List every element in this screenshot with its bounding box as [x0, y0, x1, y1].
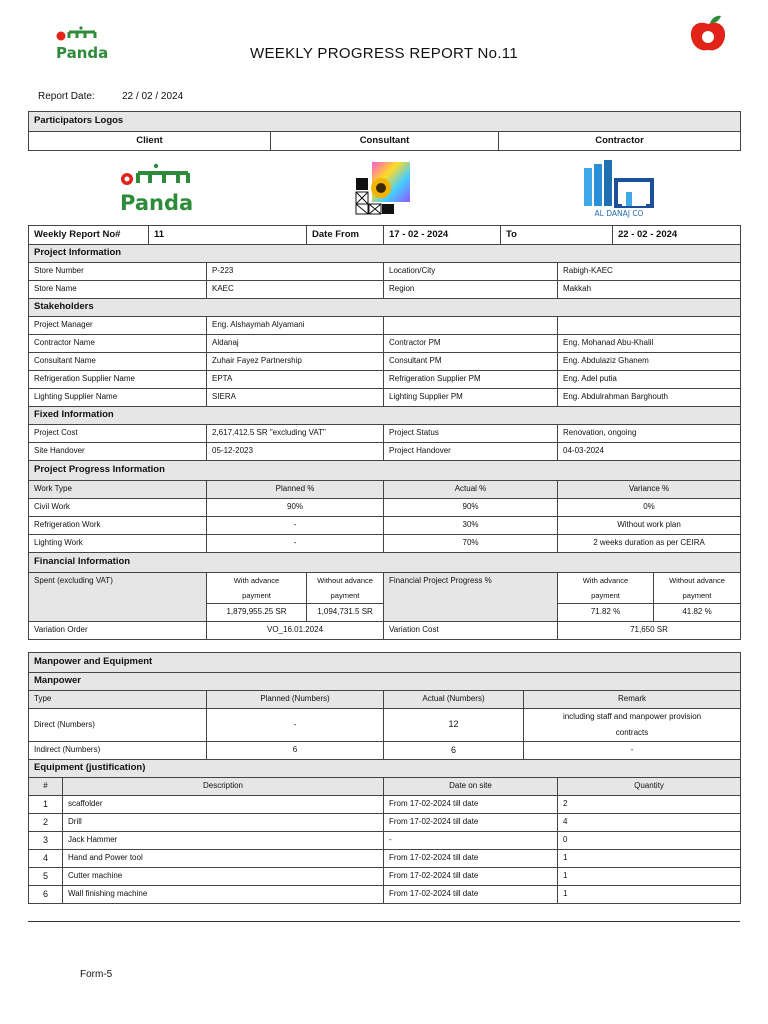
manpower-header-planned: Planned (Numbers) — [207, 691, 384, 709]
project-info-title: Project Information — [29, 245, 741, 263]
equipment-row — [29, 832, 741, 850]
direct-remark: including staff and manpower provision contracts — [524, 709, 741, 742]
indirect-actual: 6 — [384, 742, 524, 760]
equipment-number: 4 — [29, 850, 63, 868]
report-row — [29, 226, 741, 245]
equipment-quantity: 1 — [558, 850, 741, 868]
progress-header-planned: Planned % — [207, 481, 384, 499]
equipment-header-number: # — [29, 778, 63, 796]
equipment-quantity: 1 — [558, 868, 741, 886]
progress-row — [29, 499, 741, 517]
progress-without-advance-value: 41.82 % — [654, 604, 741, 622]
participators-title: Participators Logos — [29, 112, 741, 132]
progress-variance: Without work plan — [558, 517, 741, 535]
stakeholder-row — [29, 317, 741, 335]
stakeholder-row — [29, 371, 741, 389]
progress-planned: - — [207, 517, 384, 535]
stakeholder-label-2: Consultant PM — [384, 353, 558, 371]
stakeholder-label-2: Lighting Supplier PM — [384, 389, 558, 407]
stakeholder-label: Refrigeration Supplier Name — [29, 371, 207, 389]
stakeholder-label: Contractor Name — [29, 335, 207, 353]
date-from-value: 17 - 02 - 2024 — [384, 226, 501, 245]
consultant-logo — [354, 160, 412, 216]
contractor-aldanaj-logo — [578, 158, 660, 218]
region-label: Region — [384, 281, 558, 299]
stakeholder-row — [29, 353, 741, 371]
equipment-number: 6 — [29, 886, 63, 904]
progress-planned: 90% — [207, 499, 384, 517]
progress-row — [29, 535, 741, 553]
progress-title: Project Progress Information — [29, 461, 741, 481]
svg-text:Panda: Panda — [120, 191, 194, 215]
variation-cost-value: 71,650 SR — [558, 622, 741, 640]
spent-with-advance-value: 1,879,955.25 SR — [207, 604, 307, 622]
report-main-table — [28, 225, 741, 640]
variation-cost-label: Variation Cost — [384, 622, 558, 640]
progress-header-work-type: Work Type — [29, 481, 207, 499]
stakeholder-value-2: Eng. Abdulaziz Ghanem — [558, 353, 741, 371]
equipment-date: From 17-02-2024 till date — [384, 796, 558, 814]
equipment-number: 3 — [29, 832, 63, 850]
stakeholder-label: Consultant Name — [29, 353, 207, 371]
store-number-label: Store Number — [29, 263, 207, 281]
stakeholder-value: EPTA — [207, 371, 384, 389]
progress-row — [29, 517, 741, 535]
page-title: WEEKLY PROGRESS REPORT No.11 — [250, 45, 518, 62]
stakeholder-value: Eng. Alshaymah Alyamani — [207, 317, 384, 335]
store-number-value: P-223 — [207, 263, 384, 281]
progress-actual: 30% — [384, 517, 558, 535]
equipment-row — [29, 814, 741, 832]
equipment-description: Cutter machine — [63, 868, 384, 886]
project-cost-value: 2,617,412.5 SR "excluding VAT" — [207, 425, 384, 443]
direct-actual: 12 — [384, 709, 524, 742]
stakeholder-label-2: Refrigeration Supplier PM — [384, 371, 558, 389]
spent-with-advance-header: With advance payment — [207, 573, 307, 604]
direct-label: Direct (Numbers) — [29, 709, 207, 742]
project-cost-label: Project Cost — [29, 425, 207, 443]
progress-header-variance: Variance % — [558, 481, 741, 499]
project-handover-label: Project Handover — [384, 443, 558, 461]
progress-variance: 2 weeks duration as per CEIRA — [558, 535, 741, 553]
progress-work-type: Civil Work — [29, 499, 207, 517]
site-handover-value: 05-12-2023 — [207, 443, 384, 461]
client-panda-logo — [118, 163, 196, 215]
date-to-label: To — [501, 226, 613, 245]
equipment-date: From 17-02-2024 till date — [384, 850, 558, 868]
equipment-date: - — [384, 832, 558, 850]
stakeholder-value: Zuhair Fayez Partnership — [207, 353, 384, 371]
progress-variance: 0% — [558, 499, 741, 517]
participators-table — [28, 111, 741, 151]
spent-without-advance-value: 1,094,731.5 SR — [307, 604, 384, 622]
client-header: Client — [29, 132, 271, 151]
equipment-quantity: 2 — [558, 796, 741, 814]
stakeholder-label: Lighting Supplier Name — [29, 389, 207, 407]
progress-without-advance-header: Without advance payment — [654, 573, 741, 604]
financial-title: Financial Information — [29, 553, 741, 573]
manpower-equipment-title: Manpower and Equipment — [29, 653, 741, 673]
weekly-report-value: 11 — [149, 226, 307, 245]
equipment-header-quantity: Quantity — [558, 778, 741, 796]
manpower-header-type: Type — [29, 691, 207, 709]
spent-without-advance-header: Without advance payment — [307, 573, 384, 604]
equipment-row — [29, 796, 741, 814]
stakeholder-label-2 — [384, 317, 558, 335]
equipment-date: From 17-02-2024 till date — [384, 868, 558, 886]
equipment-quantity: 0 — [558, 832, 741, 850]
stakeholder-value-2: Eng. Adel putia — [558, 371, 741, 389]
equipment-description: Hand and Power tool — [63, 850, 384, 868]
equipment-row — [29, 868, 741, 886]
site-handover-label: Site Handover — [29, 443, 207, 461]
equipment-number: 1 — [29, 796, 63, 814]
footer-divider — [28, 921, 740, 922]
fixed-info-title: Fixed Information — [29, 407, 741, 425]
location-label: Location/City — [384, 263, 558, 281]
stakeholder-value-2: Eng. Mohanad Abu-Khalil — [558, 335, 741, 353]
progress-work-type: Refrigeration Work — [29, 517, 207, 535]
stakeholder-label: Project Manager — [29, 317, 207, 335]
stakeholder-row — [29, 389, 741, 407]
stakeholder-value: SIERA — [207, 389, 384, 407]
progress-with-advance-value: 71.82 % — [558, 604, 654, 622]
stakeholder-label-2: Contractor PM — [384, 335, 558, 353]
weekly-report-label: Weekly Report No# — [29, 226, 149, 245]
report-date-label: Report Date: — [38, 91, 95, 102]
indirect-planned: 6 — [207, 742, 384, 760]
financial-progress-label: Financial Project Progress % — [384, 573, 558, 622]
direct-planned: - — [207, 709, 384, 742]
equipment-number: 2 — [29, 814, 63, 832]
location-value: Rabigh-KAEC — [558, 263, 741, 281]
stakeholder-value-2 — [558, 317, 741, 335]
stakeholder-value-2: Eng. Abdulrahman Barghouth — [558, 389, 741, 407]
indirect-label: Indirect (Numbers) — [29, 742, 207, 760]
manpower-header-remark: Remark — [524, 691, 741, 709]
equipment-date: From 17-02-2024 till date — [384, 886, 558, 904]
equipment-description: Jack Hammer — [63, 832, 384, 850]
store-name-value: KAEC — [207, 281, 384, 299]
equipment-row — [29, 850, 741, 868]
equipment-date: From 17-02-2024 till date — [384, 814, 558, 832]
progress-actual: 70% — [384, 535, 558, 553]
region-value: Makkah — [558, 281, 741, 299]
equipment-description: Wall finishing machine — [63, 886, 384, 904]
stakeholder-value: Aldanaj — [207, 335, 384, 353]
equipment-number: 5 — [29, 868, 63, 886]
variation-order-label: Variation Order — [29, 622, 207, 640]
store-name-label: Store Name — [29, 281, 207, 299]
progress-actual: 90% — [384, 499, 558, 517]
equipment-row — [29, 886, 741, 904]
equipment-header-date: Date on site — [384, 778, 558, 796]
form-label: Form-5 — [80, 969, 113, 980]
equipment-header-description: Description — [63, 778, 384, 796]
indirect-remark: - — [524, 742, 741, 760]
consultant-header: Consultant — [271, 132, 499, 151]
progress-planned: - — [207, 535, 384, 553]
manpower-header-actual: Actual (Numbers) — [384, 691, 524, 709]
date-to-value: 22 - 02 - 2024 — [613, 226, 741, 245]
equipment-description: Drill — [63, 814, 384, 832]
equipment-title: Equipment (justification) — [29, 760, 741, 778]
stakeholder-row — [29, 335, 741, 353]
project-status-value: Renovation, ongoing — [558, 425, 741, 443]
manpower-equipment-table — [28, 652, 741, 904]
progress-work-type: Lighting Work — [29, 535, 207, 553]
date-from-label: Date From — [307, 226, 384, 245]
spent-label: Spent (excluding VAT) — [29, 573, 207, 622]
equipment-quantity: 1 — [558, 886, 741, 904]
progress-with-advance-header: With advance payment — [558, 573, 654, 604]
project-handover-value: 04-03-2024 — [558, 443, 741, 461]
stakeholders-title: Stakeholders — [29, 299, 741, 317]
equipment-quantity: 4 — [558, 814, 741, 832]
equipment-description: scaffolder — [63, 796, 384, 814]
project-status-label: Project Status — [384, 425, 558, 443]
svg-text:Panda: Panda — [56, 44, 109, 62]
svg-text:AL DANAJ CO: AL DANAJ CO — [594, 209, 644, 218]
progress-header-actual: Actual % — [384, 481, 558, 499]
variation-order-value: VO_16.01.2024 — [207, 622, 384, 640]
report-date-value: 22 / 02 / 2024 — [122, 91, 184, 102]
contractor-header: Contractor — [499, 132, 741, 151]
manpower-title: Manpower — [29, 673, 741, 691]
